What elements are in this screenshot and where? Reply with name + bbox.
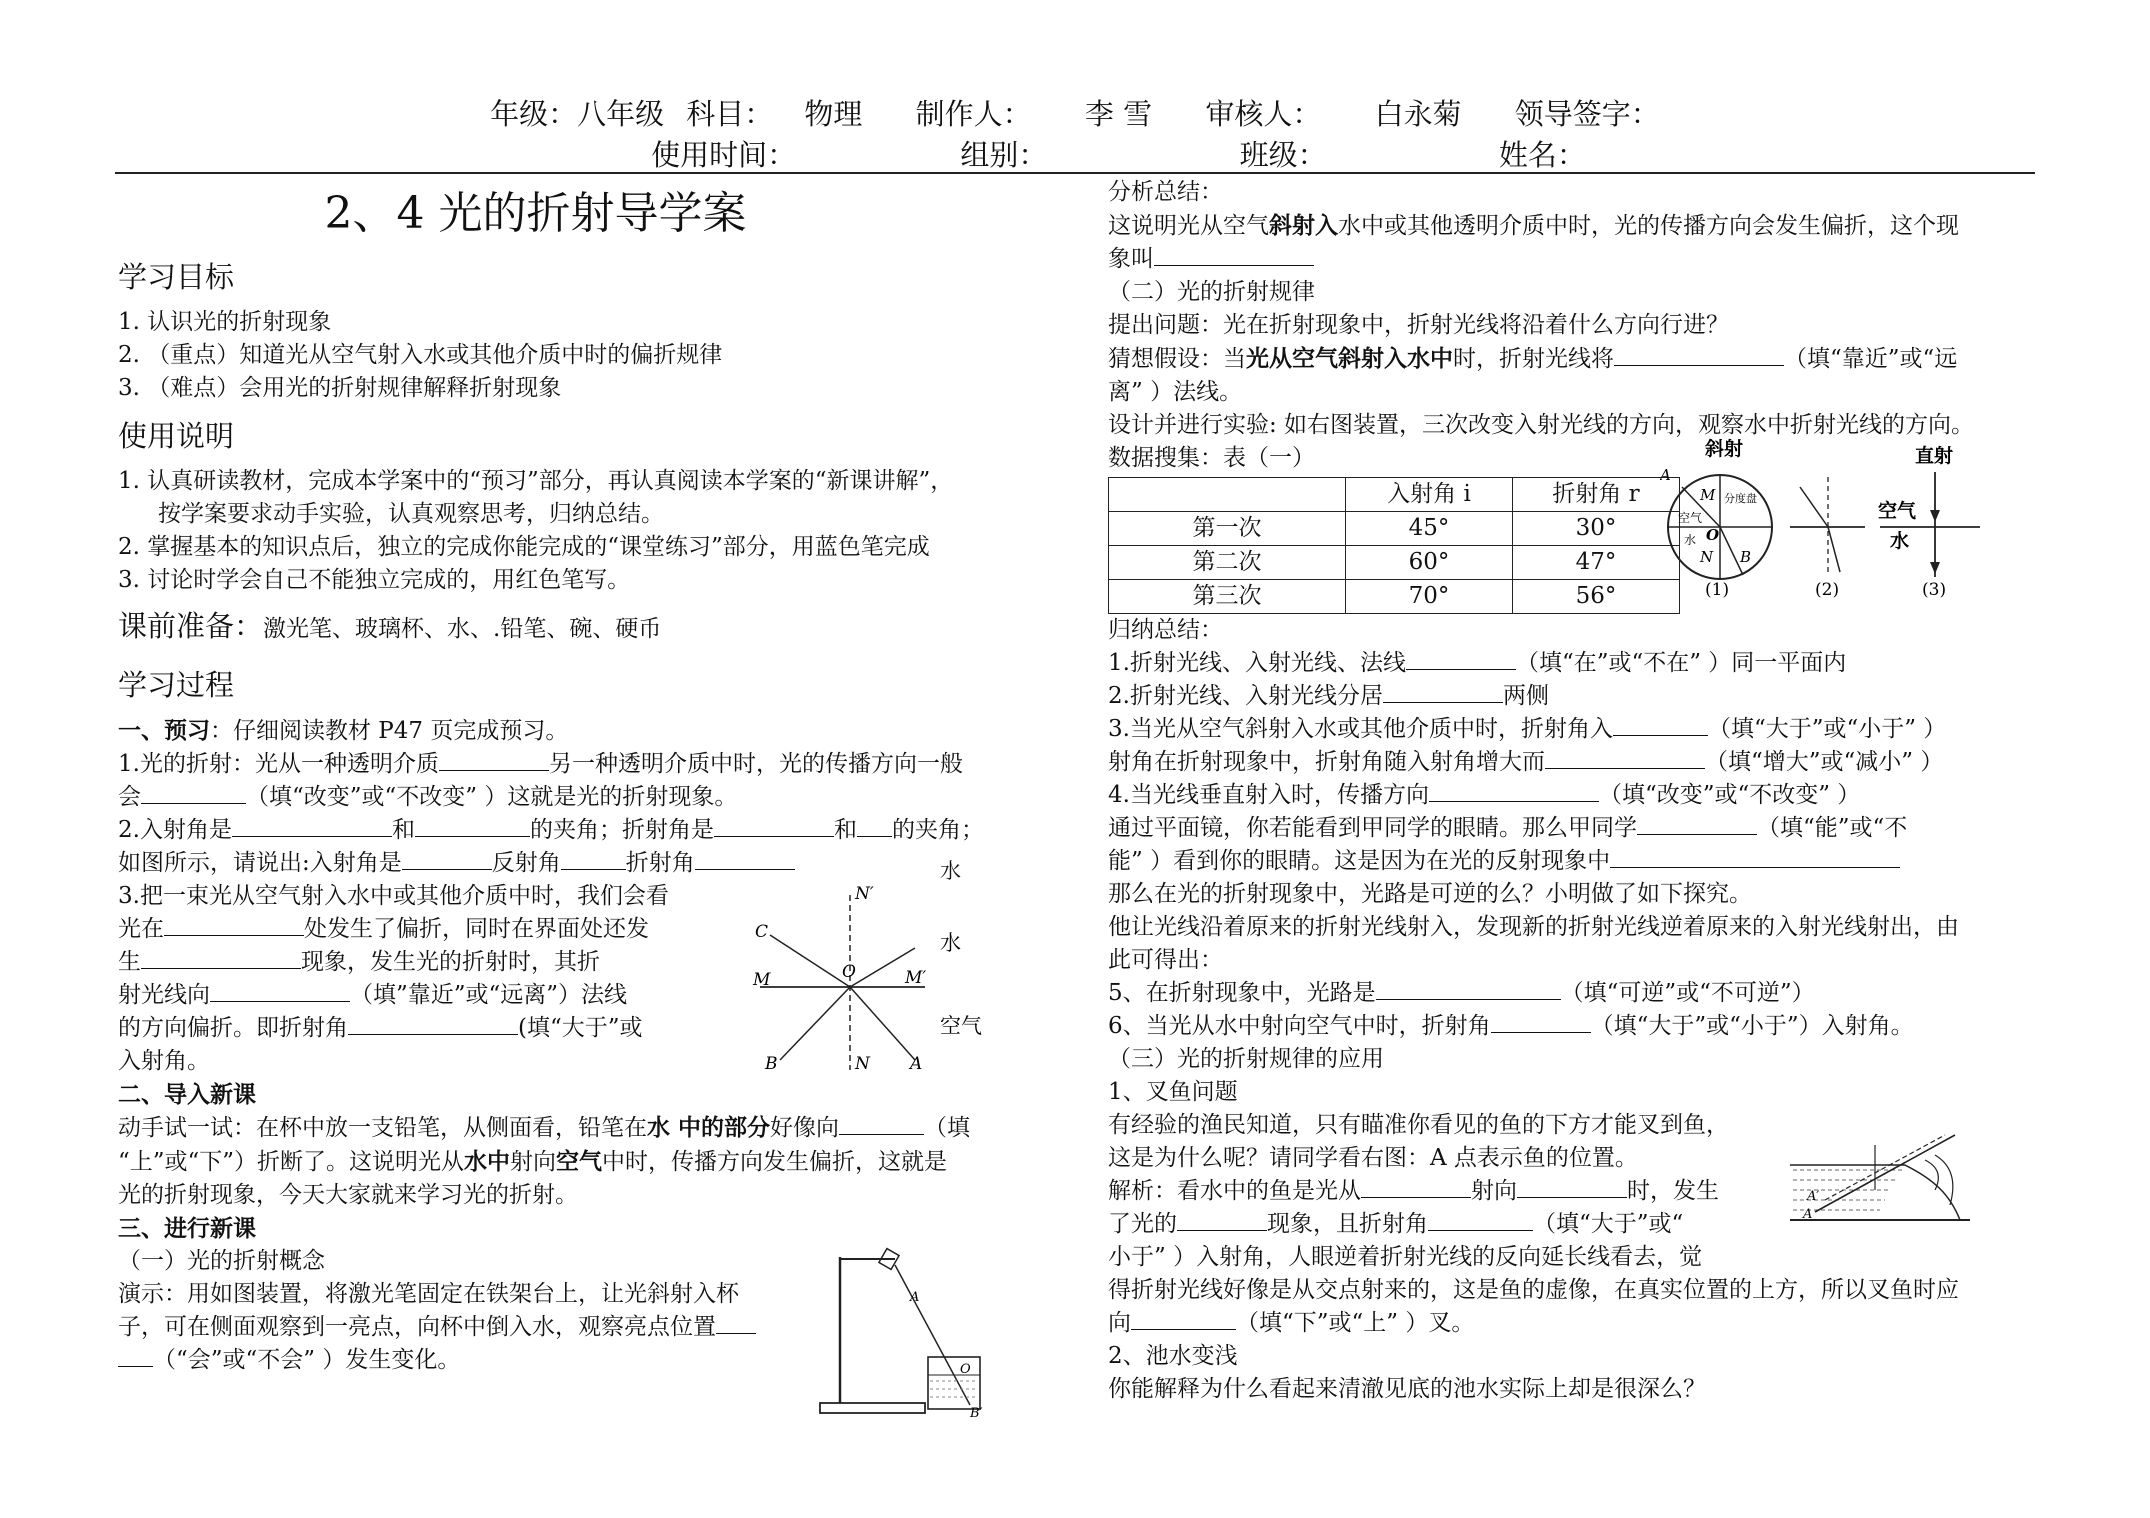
reviewer-label: 审核人： xyxy=(1205,97,1322,131)
q2-text: 反射角 xyxy=(491,850,561,876)
table-row xyxy=(1109,546,1680,580)
fish-line: 这是为什么呢？请同学看右图：A 点表示鱼的位置。 xyxy=(1108,1145,1638,1171)
answer-blank[interactable] xyxy=(839,1112,924,1135)
label-n: N xyxy=(1700,548,1714,566)
label-oblique: 斜射 xyxy=(1705,438,1744,460)
answer-blank[interactable] xyxy=(561,847,626,870)
analysis-text-bold: 斜射入 xyxy=(1269,212,1338,239)
maker-label: 制作人： xyxy=(915,97,1032,131)
label-water: 水 xyxy=(940,931,961,955)
summary-line xyxy=(1108,680,2043,713)
goal-item: 1. 认识光的折射现象 xyxy=(118,309,332,335)
table-header xyxy=(1109,478,1346,512)
analysis-heading: 分析总结： xyxy=(1108,179,1223,205)
summary-text: （填“可逆”或“不可逆”） xyxy=(1560,980,1815,1006)
grade-label: 年级：八年级 xyxy=(490,97,665,131)
group-label: 组别： xyxy=(960,138,1048,172)
reviewer-value: 白永菊 xyxy=(1374,97,1462,131)
guess-line xyxy=(1108,342,2043,376)
table-cell: 第二次 xyxy=(1109,546,1346,580)
prep-items: 激光笔、玻璃杯、水、.铅笔、碗、硬币 xyxy=(263,616,662,642)
pool-question: 你能解释为什么看起来清澈见底的池水实际上却是很深么？ xyxy=(1108,1376,1706,1402)
table-cell: 第一次 xyxy=(1109,512,1346,546)
label-n: N xyxy=(855,1054,870,1074)
mirror-text: （填“能”或“不 xyxy=(1757,815,1908,841)
time-label: 使用时间： xyxy=(651,138,797,172)
reversible-line: 那么在光的折射现象中，光路是可逆的么？小明做了如下探究。 xyxy=(1108,881,1752,907)
table-cell: 56° xyxy=(1513,580,1680,614)
summary-heading: 归纳总结： xyxy=(1108,617,1223,643)
label-direct: 直射 xyxy=(1915,445,1954,467)
table-cell: 60° xyxy=(1346,546,1513,580)
answer-blank[interactable] xyxy=(1491,1010,1591,1033)
sub-heading-1: （一）光的折射概念 xyxy=(118,1248,325,1274)
q1-text: 另一种透明介质中时，光的传播方向一般 xyxy=(548,751,963,777)
answer-blank[interactable] xyxy=(141,781,246,804)
prep-heading: 课前准备： xyxy=(118,609,264,643)
intro-text: “上”或“下”）折断了。这说明光从 xyxy=(118,1149,465,1175)
q1-line xyxy=(118,748,1063,781)
intro-heading: 二、导入新课 xyxy=(118,1081,256,1108)
q1-text: 1.光的折射：光从一种透明介质 xyxy=(118,751,439,777)
answer-blank[interactable] xyxy=(1154,243,1314,266)
analysis-line xyxy=(1108,243,2043,276)
intro-text-bold: 水 中的部分 xyxy=(647,1114,771,1141)
experiment-figures xyxy=(1660,432,2040,607)
answer-blank[interactable] xyxy=(1429,779,1599,802)
stand-label-b: B′ xyxy=(970,1406,983,1420)
table-cell: 70° xyxy=(1346,580,1513,614)
q2-text: 的夹角；折射角是 xyxy=(529,817,714,843)
fish-line: 小于” ）入射角，人眼逆着折射光线的反向延长线看去，觉 xyxy=(1108,1244,1703,1270)
summary-line xyxy=(1108,746,2043,779)
answer-blank[interactable] xyxy=(232,814,392,837)
page-title: 2、4 光的折射导学案 xyxy=(324,188,747,239)
table-cell: 47° xyxy=(1513,546,1680,580)
answer-blank[interactable] xyxy=(1614,343,1784,366)
answer-blank[interactable] xyxy=(1545,746,1705,769)
laser-stand-figure xyxy=(810,1245,1000,1420)
demo-text: （“会”或“不会” ）发生变化。 xyxy=(153,1347,461,1373)
fish-text: 向 xyxy=(1108,1310,1131,1336)
label-n-prime: N′ xyxy=(855,884,874,904)
q2-text: 折射角 xyxy=(625,850,695,876)
goal-item: 3. （难点）会用光的折射规律解释折射现象 xyxy=(118,375,562,401)
label-water-top: 水 xyxy=(940,859,961,883)
caption-3: (3) xyxy=(1922,580,1947,600)
fish-text: 射向 xyxy=(1471,1178,1517,1204)
summary-line xyxy=(1108,713,2043,746)
usage-item: 2. 掌握基本的知识点后，独立的完成你能完成的“课堂练习”部分，用蓝色笔完成 xyxy=(118,534,930,560)
guess-text-bold: 光从空气斜射入水中 xyxy=(1246,345,1453,372)
analysis-text: 这说明光从空气 xyxy=(1108,213,1269,239)
answer-blank[interactable] xyxy=(402,847,492,870)
mirror-line xyxy=(1108,812,2043,845)
guess-text: 时，折射光线将 xyxy=(1453,346,1614,372)
q1-line xyxy=(118,781,1063,814)
summary-line xyxy=(1108,1010,2043,1043)
label-a: A xyxy=(1660,466,1671,484)
fish-label-a: A xyxy=(1803,1207,1813,1222)
intro-line xyxy=(118,1111,1063,1145)
summary-text: 射角在折射现象中，折射角随入射角增大而 xyxy=(1108,749,1545,775)
summary-text: （填“改变”或“不改变” ） xyxy=(1598,782,1861,808)
answer-blank[interactable] xyxy=(1613,713,1708,736)
caption-1: (1) xyxy=(1705,580,1730,600)
stand-label-o: O xyxy=(960,1362,971,1377)
table-cell: 第三次 xyxy=(1109,580,1346,614)
collect-line: 数据搜集：表（一） xyxy=(1108,445,1315,471)
analysis-text: 象叫 xyxy=(1108,246,1154,272)
label-m: M xyxy=(753,970,771,990)
summary-text: 3.当光从空气斜射入水或其他介质中时，折射角入 xyxy=(1108,716,1613,742)
answer-blank[interactable] xyxy=(348,1012,518,1035)
fish-text: （填“大于”或“ xyxy=(1533,1211,1684,1237)
reversible-line: 此可得出： xyxy=(1108,947,1223,973)
left-column xyxy=(118,176,1063,1377)
intro-line: 光的折射现象，今天大家就来学习光的折射。 xyxy=(118,1182,578,1208)
answer-blank[interactable] xyxy=(118,1344,153,1367)
mirror-line xyxy=(1108,845,2043,878)
table-row xyxy=(1109,580,1680,614)
answer-blank[interactable] xyxy=(857,814,892,837)
intro-text-bold: 空气 xyxy=(556,1148,603,1175)
summary-line xyxy=(1108,647,2043,680)
label-m-prime: M′ xyxy=(905,968,927,988)
label-b: B xyxy=(1740,548,1752,566)
fish-heading: 1、叉鱼问题 xyxy=(1108,1079,1238,1105)
q2-text: 的夹角； xyxy=(891,817,984,843)
fish-line: 有经验的渔民知道，只有瞄准你看见的鱼的下方才能叉到鱼， xyxy=(1108,1112,1729,1138)
table-row xyxy=(1109,478,1680,512)
name-label: 姓名： xyxy=(1498,138,1586,172)
answer-blank[interactable] xyxy=(1406,647,1516,670)
label-o: O xyxy=(842,962,856,982)
label-air: 空气 xyxy=(940,1014,982,1038)
fish-line xyxy=(1108,1307,2043,1340)
table-row xyxy=(1109,512,1680,546)
q3-text: (填“大于”或 xyxy=(518,1015,643,1041)
intro-text: （填 xyxy=(924,1115,971,1141)
answer-blank[interactable] xyxy=(1376,977,1561,1000)
mirror-text: 能” ）看到你的眼睛。这是因为在光的反射现象中 xyxy=(1108,848,1611,874)
label-water: 水 xyxy=(1890,530,1910,552)
q2-text: 2.入射角是 xyxy=(118,817,232,843)
new-heading: 三、进行新课 xyxy=(118,1215,256,1242)
demo-line: 演示：用如图装置，将激光笔固定在铁架台上，让光斜射入杯 xyxy=(118,1281,739,1307)
guess-line: 离” ）法线。 xyxy=(1108,379,1243,405)
header-rule xyxy=(115,172,2035,174)
label-air-small: 空气 xyxy=(1678,511,1703,525)
caption-2: (2) xyxy=(1815,580,1840,600)
sub-heading-2: （二）光的折射规律 xyxy=(1108,279,1315,305)
guess-text: （填“靠近”或“远 xyxy=(1784,346,1958,372)
goal-item: 2. （重点）知道光从空气射入水或其他介质中时的偏折规律 xyxy=(118,342,723,368)
q3-text: 现象，发生光的折射时，其折 xyxy=(301,949,600,975)
q3-text: 的方向偏折。即折射角 xyxy=(118,1015,348,1041)
answer-blank[interactable] xyxy=(1361,1175,1471,1198)
q2-line xyxy=(118,814,1063,847)
fish-label-a-prime: A′ xyxy=(1807,1189,1820,1204)
q3-text: 入射角。 xyxy=(118,1048,210,1074)
summary-text: （填“在”或“不在” ）同一平面内 xyxy=(1515,650,1847,676)
summary-text: 4.当光线垂直射入时，传播方向 xyxy=(1108,782,1429,808)
answer-blank[interactable] xyxy=(714,814,834,837)
label-water-small: 水 xyxy=(1684,533,1697,547)
table-header: 入射角 i xyxy=(1346,478,1513,512)
preview-heading: 一、预习 xyxy=(118,717,210,744)
label-c: C xyxy=(755,922,769,942)
answer-blank[interactable] xyxy=(1131,1307,1236,1330)
q3-text: 生 xyxy=(118,949,141,975)
reversible-line: 他让光线沿着原来的折射光线射入，发现新的折射光线逆着原来的入射光线射出，由 xyxy=(1108,914,1959,940)
q1-text: （填“改变”或“不改变” ）这就是光的折射现象。 xyxy=(246,784,738,810)
answer-blank[interactable] xyxy=(1428,1208,1533,1231)
maker-value: 李 雪 xyxy=(1084,97,1153,131)
intro-text: 动手试一试：在杯中放一支铅笔，从侧面看，铅笔在 xyxy=(118,1115,647,1141)
intro-text-bold: 水中 xyxy=(464,1148,511,1175)
answer-blank[interactable] xyxy=(716,1311,756,1334)
summary-text: 6、当光从水中射向空气中时，折射角 xyxy=(1108,1013,1491,1039)
q3-text: 射光线向 xyxy=(118,982,210,1008)
summary-line xyxy=(1108,779,2043,812)
label-dial: 分度盘 xyxy=(1724,492,1757,505)
usage-heading: 使用说明 xyxy=(118,419,235,453)
usage-item: 1. 认真研读教材，完成本学案中的“预习”部分，再认真阅读本学案的“新课讲解”， xyxy=(118,468,954,494)
label-a: A xyxy=(910,1054,923,1074)
q3-text: 光在 xyxy=(118,916,164,942)
fish-spear-figure xyxy=(1785,1130,1975,1230)
table-cell: 45° xyxy=(1346,512,1513,546)
data-table xyxy=(1108,477,1680,614)
label-m: M xyxy=(1700,486,1716,504)
intro-text: 中时，传播方向发生偏折，这就是 xyxy=(602,1149,948,1175)
header-line-2 xyxy=(0,133,2150,174)
subject-label: 科目： xyxy=(686,97,774,131)
fish-text: 现象，且折射角 xyxy=(1267,1211,1428,1237)
table-header: 折射角 r xyxy=(1513,478,1680,512)
label-b: B xyxy=(765,1054,778,1074)
analysis-text: 水中或其他透明介质中时，光的传播方向会发生偏折，这个现 xyxy=(1338,213,1959,239)
fish-text: （填“下”或“上” ）叉。 xyxy=(1236,1310,1475,1336)
preview-text: ：仔细阅读教材 P47 页完成预习。 xyxy=(210,718,569,744)
q3-text: 3.把一束光从空气射入水中或其他介质中时，我们会看 xyxy=(118,883,669,909)
answer-blank[interactable] xyxy=(439,748,549,771)
label-o: O xyxy=(1706,526,1720,544)
fish-line: 得折射光线好像是从交点射来的，这是鱼的虚像，在真实位置的上方，所以叉鱼时应 xyxy=(1108,1277,1959,1303)
intro-text: 射向 xyxy=(510,1149,557,1175)
intro-line xyxy=(118,1145,1063,1179)
fish-text: 了光的 xyxy=(1108,1211,1177,1237)
stand-label-a: A xyxy=(910,1290,920,1305)
answer-blank[interactable] xyxy=(141,946,301,969)
answer-blank[interactable] xyxy=(415,814,530,837)
pool-heading: 2、池水变浅 xyxy=(1108,1343,1238,1369)
summary-text: 两侧 xyxy=(1502,683,1549,709)
answer-blank[interactable] xyxy=(210,979,350,1002)
preview-line xyxy=(118,714,1063,748)
q2-text: 和 xyxy=(833,817,857,843)
q2-text: 和 xyxy=(391,817,415,843)
fish-text: 时，发生 xyxy=(1627,1178,1719,1204)
summary-text: 1.折射光线、入射光线、法线 xyxy=(1108,650,1406,676)
label-air: 空气 xyxy=(1878,500,1917,522)
prep-line xyxy=(118,607,1063,646)
summary-text: 2.折射光线、入射光线分居 xyxy=(1108,683,1383,709)
refraction-diagram xyxy=(745,855,1045,1080)
summary-line xyxy=(1108,977,2043,1010)
leader-sign-label: 领导签字： xyxy=(1514,97,1660,131)
intro-text: 好像向 xyxy=(770,1115,840,1141)
q2-text: 如图所示，请说出:入射角是 xyxy=(118,850,402,876)
class-label: 班级： xyxy=(1239,138,1327,172)
goals-heading: 学习目标 xyxy=(118,260,235,294)
analysis-line xyxy=(1108,209,2043,243)
demo-text: 子，可在侧面观察到一亮点，向杯中倒入水，观察亮点位置 xyxy=(118,1314,716,1340)
q3-text: 处发生了偏折，同时在界面处还发 xyxy=(304,916,649,942)
answer-blank[interactable] xyxy=(1610,845,1900,868)
summary-text: （填“增大”或“减小” ） xyxy=(1705,749,1944,775)
process-heading: 学习过程 xyxy=(118,668,235,702)
answer-blank[interactable] xyxy=(1383,680,1503,703)
mirror-text: 通过平面镜，你若能看到甲同学的眼睛。那么甲同学 xyxy=(1108,815,1637,841)
header-line-1 xyxy=(0,92,2150,133)
usage-item: 按学案要求动手实验，认真观察思考，归纳总结。 xyxy=(158,501,664,527)
fish-text: 解析：看水中的鱼是光从 xyxy=(1108,1178,1361,1204)
usage-item: 3. 讨论时学会自己不能独立完成的，用红色笔写。 xyxy=(118,567,631,593)
summary-text: （填“大于”或“小于” ） xyxy=(1707,716,1947,742)
answer-blank[interactable] xyxy=(1177,1208,1267,1231)
answer-blank[interactable] xyxy=(1517,1175,1627,1198)
answer-blank[interactable] xyxy=(1637,812,1757,835)
subject-value: 物理 xyxy=(804,97,863,131)
summary-text: 5、在折射现象中，光路是 xyxy=(1108,980,1376,1006)
summary-text: （填“大于”或“小于”）入射角。 xyxy=(1590,1013,1914,1039)
q1-text: 会 xyxy=(118,784,141,810)
question-line: 提出问题：光在折射现象中，折射光线将沿着什么方向行进？ xyxy=(1108,312,1729,338)
design-line: 设计并进行实验: 如右图装置，三次改变入射光线的方向，观察水中折射光线的方向。 xyxy=(1108,412,1975,438)
sub-heading-3: （三）光的折射规律的应用 xyxy=(1108,1046,1384,1072)
table-cell: 30° xyxy=(1513,512,1680,546)
answer-blank[interactable] xyxy=(164,913,304,936)
guess-text: 猜想假设：当 xyxy=(1108,346,1246,372)
q3-text: （填”靠近”或“远离”）法线 xyxy=(350,982,628,1008)
